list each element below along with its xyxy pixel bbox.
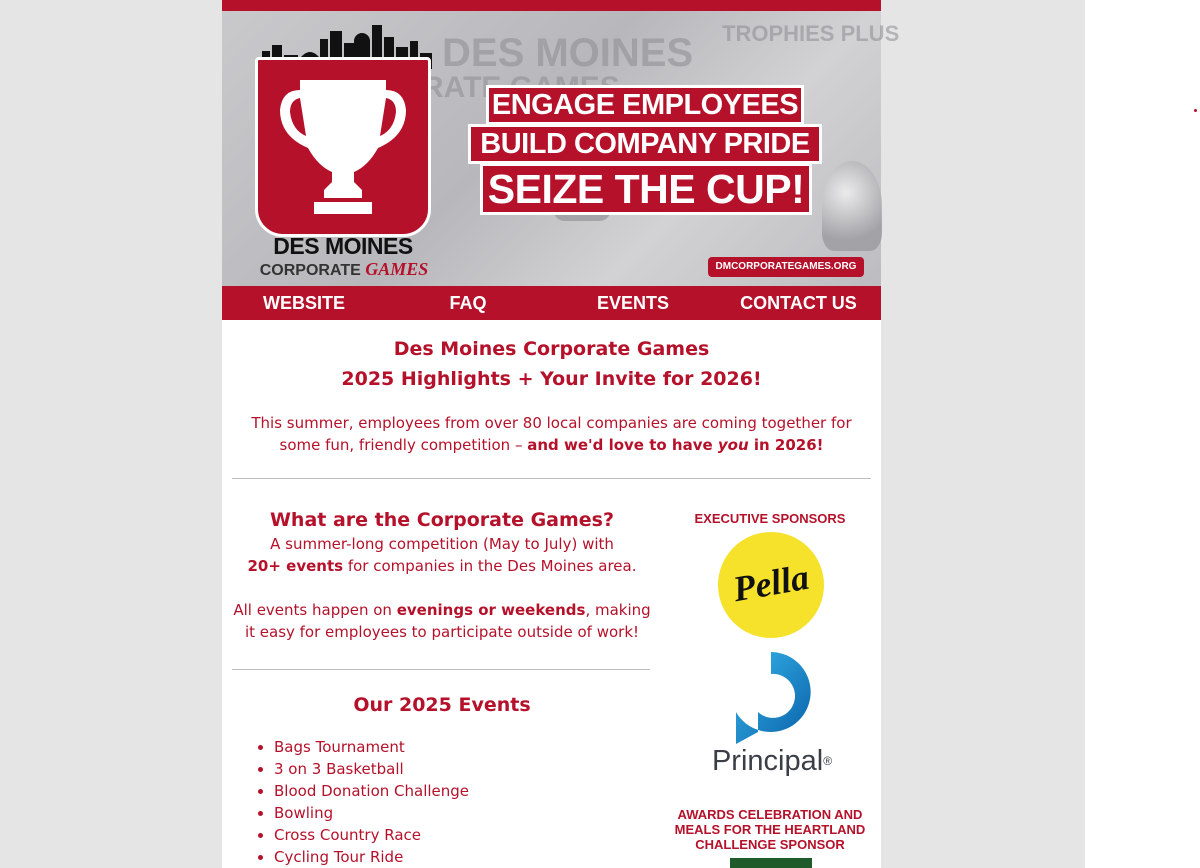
intro-bold-text: and we'd love to have [527, 436, 718, 454]
page-title: Des Moines Corporate Games [393, 338, 710, 360]
headline-seize: SEIZE THE CUP! [480, 163, 812, 215]
nav-bar [222, 286, 881, 320]
nav-faq[interactable]: FAQ [449, 293, 487, 313]
divider [232, 669, 650, 670]
games-logo [255, 57, 431, 237]
about-section [232, 507, 652, 643]
page-subtitle: 2025 Highlights + Your Invite for 2026! [341, 368, 762, 390]
awards-sponsor-heading: AWARDS CELEBRATION AND MEALS FOR THE HEARTLAND CHALLENGE SPONSOR [674, 807, 866, 852]
intro-text: This summer, employees from over 80 local companies are coming together for some fun, friendly competition – [251, 414, 852, 454]
events-heading: Our 2025 Events [353, 694, 531, 716]
principal-logo-text [692, 742, 852, 780]
nav-events[interactable]: EVENTS [596, 293, 670, 313]
about-para-1-a: A summer-long competition (May to July) with [270, 535, 614, 553]
banner-bg-text: TROPHIES PLUS [722, 21, 900, 46]
pella-logo-text: Pella [730, 556, 812, 610]
intro-bold-end: in 2026! [748, 436, 824, 454]
awards-sponsor-logo[interactable] [730, 858, 812, 868]
headline-build: BUILD COMPANY PRIDE [468, 124, 822, 164]
about-para-2-bold: evenings or weekends [396, 601, 586, 619]
principal-name: Principal [711, 745, 824, 777]
events-list [256, 736, 469, 868]
right-pane [1085, 0, 1200, 868]
top-accent-bar [222, 0, 881, 11]
trophy-icon [258, 60, 428, 234]
principal-registered-mark: ® [823, 754, 833, 768]
about-para-1-bold: 20+ events [247, 557, 344, 575]
url-badge: DMCORPORATEGAMES.ORG [708, 257, 864, 277]
logo-sub-corporate: CORPORATE [259, 262, 361, 279]
about-para-2 [232, 599, 652, 643]
principal-logo-icon[interactable] [728, 650, 814, 746]
logo-title: DES MOINES [273, 233, 413, 259]
intro-bold [527, 436, 823, 454]
list-item: • Bowling [274, 802, 469, 824]
about-para-1-b: for companies in the Des Moines area. [343, 557, 637, 575]
banner-bg-text: RATE [422, 71, 502, 104]
list-item: • Cross Country Race [274, 824, 469, 846]
trophy-bg-shape [822, 161, 882, 251]
events-section [232, 692, 652, 718]
banner-bg-text: DES MOINES [442, 31, 694, 75]
list-item: • Bags Tournament [274, 736, 469, 758]
cursor-dot [1194, 109, 1197, 112]
about-heading: What are the Corporate Games? [269, 509, 615, 531]
list-item: • 3 on 3 Basketball [274, 758, 469, 780]
intro-paragraph [242, 412, 861, 456]
logo-sub-games: GAMES [365, 259, 429, 279]
nav-website[interactable]: WEBSITE [262, 293, 345, 313]
divider [232, 478, 871, 479]
header-banner[interactable] [222, 11, 900, 286]
logo-subtitle [254, 259, 434, 279]
about-para-2-b: , making it easy for employees to participate outside of work! [244, 601, 651, 641]
email-body [222, 0, 900, 868]
pella-logo[interactable] [718, 532, 824, 638]
executive-sponsors-heading: EXECUTIVE SPONSORS [694, 511, 846, 526]
nav-contact-us[interactable]: CONTACT US [740, 293, 857, 313]
headline-engage: ENGAGE EMPLOYEES [486, 85, 804, 125]
list-item: • Cycling Tour Ride [274, 846, 469, 868]
list-item: • Blood Donation Challenge [274, 780, 469, 802]
about-para-1 [232, 533, 652, 577]
intro-bold-italic: you [717, 436, 749, 454]
about-para-2-a: All events happen on [233, 601, 397, 619]
